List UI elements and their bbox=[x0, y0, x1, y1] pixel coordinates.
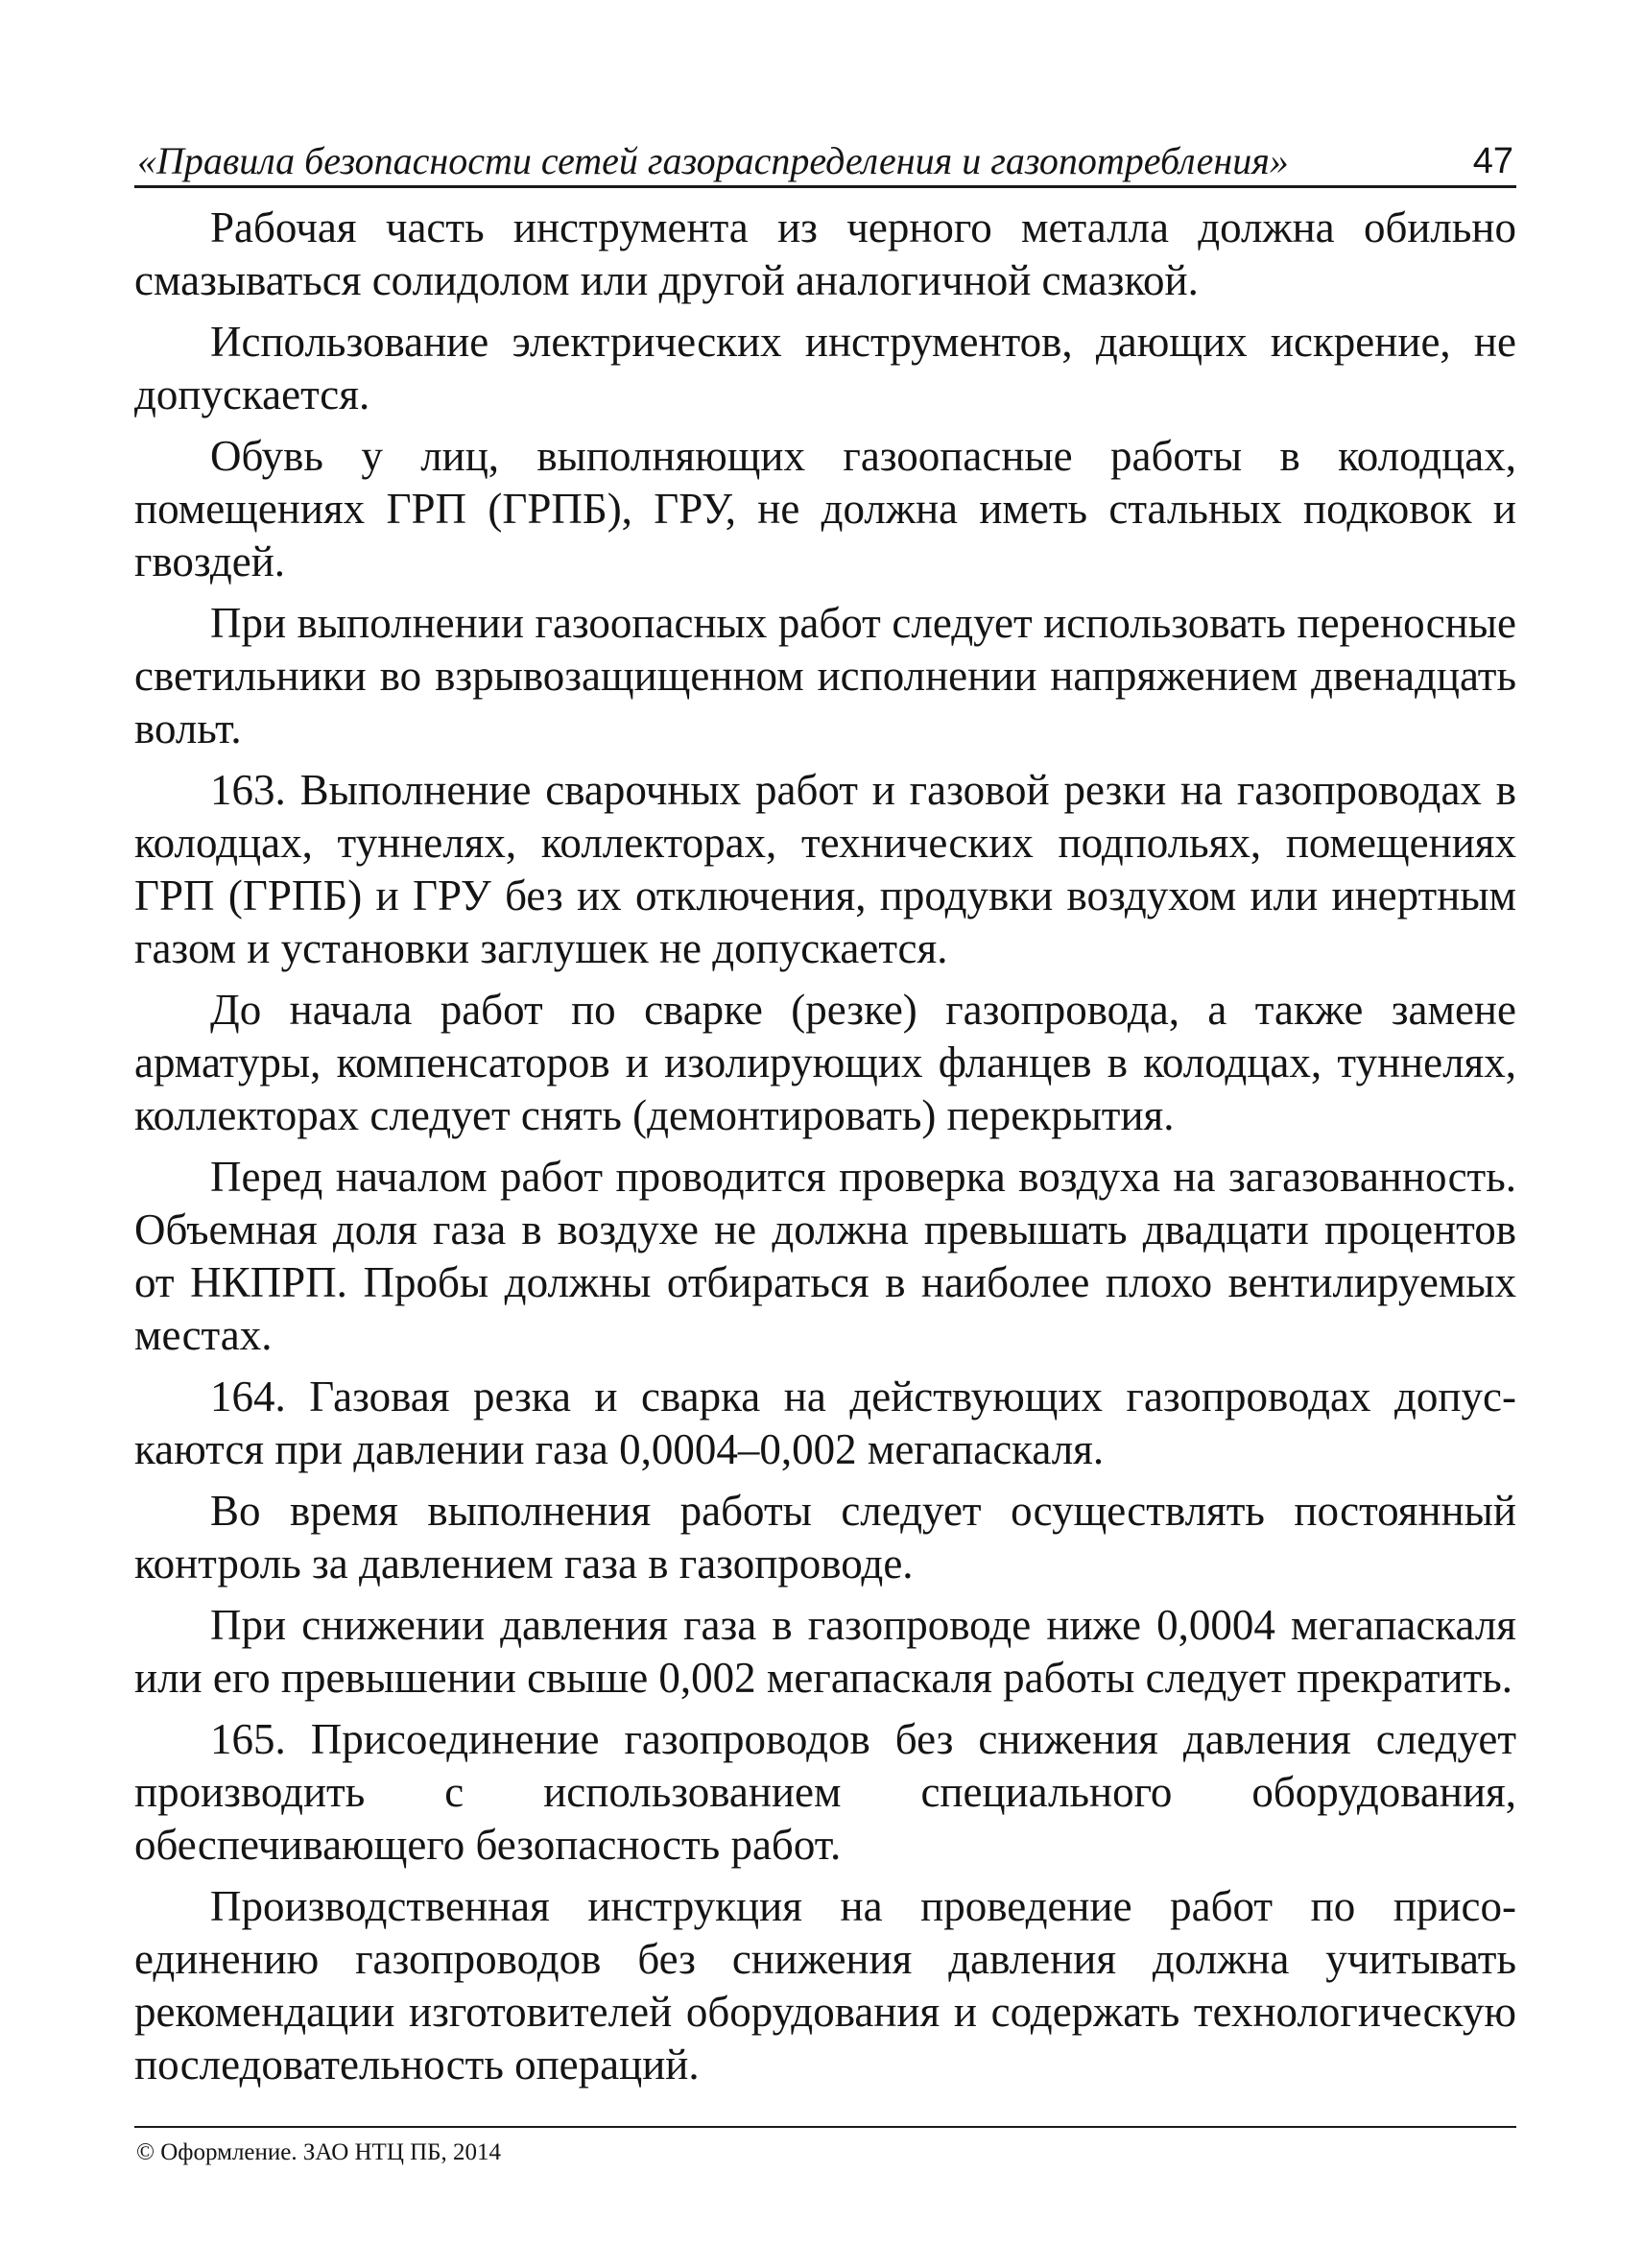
paragraph: Рабочая часть инструмента из черного металла должна обильно смазываться солидолом или другой аналогичной смазкой. bbox=[134, 203, 1516, 304]
paragraph: Обувь у лиц, выполняющих газоопасные работы в колодцах, помещениях ГРП (ГРПБ), ГРУ, не должна иметь стальных подковок и гвоздей. bbox=[134, 432, 1516, 585]
paragraph: Перед началом работ проводится проверка воздуха на загазованность. Объемная доля газа в воздухе не должна превышать двадцати процентов от НКПРП. Пробы должны отбираться в наиболее плохо вентилируемых местах. bbox=[134, 1153, 1516, 1359]
running-title: «Правила безопасности сетей газораспределения и газопотребления» bbox=[137, 139, 1289, 182]
paragraph: До начала работ по сварке (резке) газопровода, а также замене арматуры, компенсаторов и изолирующих фланцев в колодцах, туннелях, коллекторах следует снять (демонтировать) перекрытия. bbox=[134, 986, 1516, 1139]
copyright-note: © Оформление. ЗАО НТЦ ПБ, 2014 bbox=[136, 2139, 502, 2165]
paragraph: Производственная инструкция на проведение работ по присоединению газопроводов без снижения давления должна учитывать рекомендации изготовителей оборудования и содержать технологическую последовательность операций. bbox=[134, 1882, 1516, 2089]
paragraph: 165. Присоединение газопроводов без снижения давления следует производить с использованием специального оборудования, обеспечивающего безопасность работ. bbox=[134, 1715, 1516, 1869]
paragraph: Использование электрических инструментов, дающих искрение, не допускается. bbox=[134, 318, 1516, 418]
paragraph: Во время выполнения работы следует осуществлять постоянный контроль за давлением газа в газопроводе. bbox=[134, 1487, 1516, 1588]
paragraph: При снижении давления газа в газопроводе ниже 0,0004 мегапаскаля или его превышении свыше 0,002 мегапаскаля работы следует прекратить. bbox=[134, 1601, 1516, 1702]
paragraph: 164. Газовая резка и сварка на действующих газопроводах допускаются при давлении газа 0,0004–0,002 мегапаскаля. bbox=[134, 1373, 1516, 1473]
running-header bbox=[137, 132, 1513, 190]
paragraph: 163. Выполнение сварочных работ и газовой резки на газопроводах в колодцах, туннелях, коллекторах, технических подпольях, помещениях ГРП (ГРПБ) и ГРУ без их отключения, продувки воздухом или инертным газом и установки заглушек не допускается. bbox=[134, 766, 1516, 972]
header-divider bbox=[134, 185, 1516, 188]
paragraph: При выполнении газоопасных работ следует использовать переносные светильники во взрывозащищенном исполнении напряжением двенадцать вольт. bbox=[134, 599, 1516, 752]
footer-divider bbox=[134, 2126, 1516, 2128]
page-number: 47 bbox=[1472, 141, 1513, 181]
body-text bbox=[134, 202, 1516, 2100]
